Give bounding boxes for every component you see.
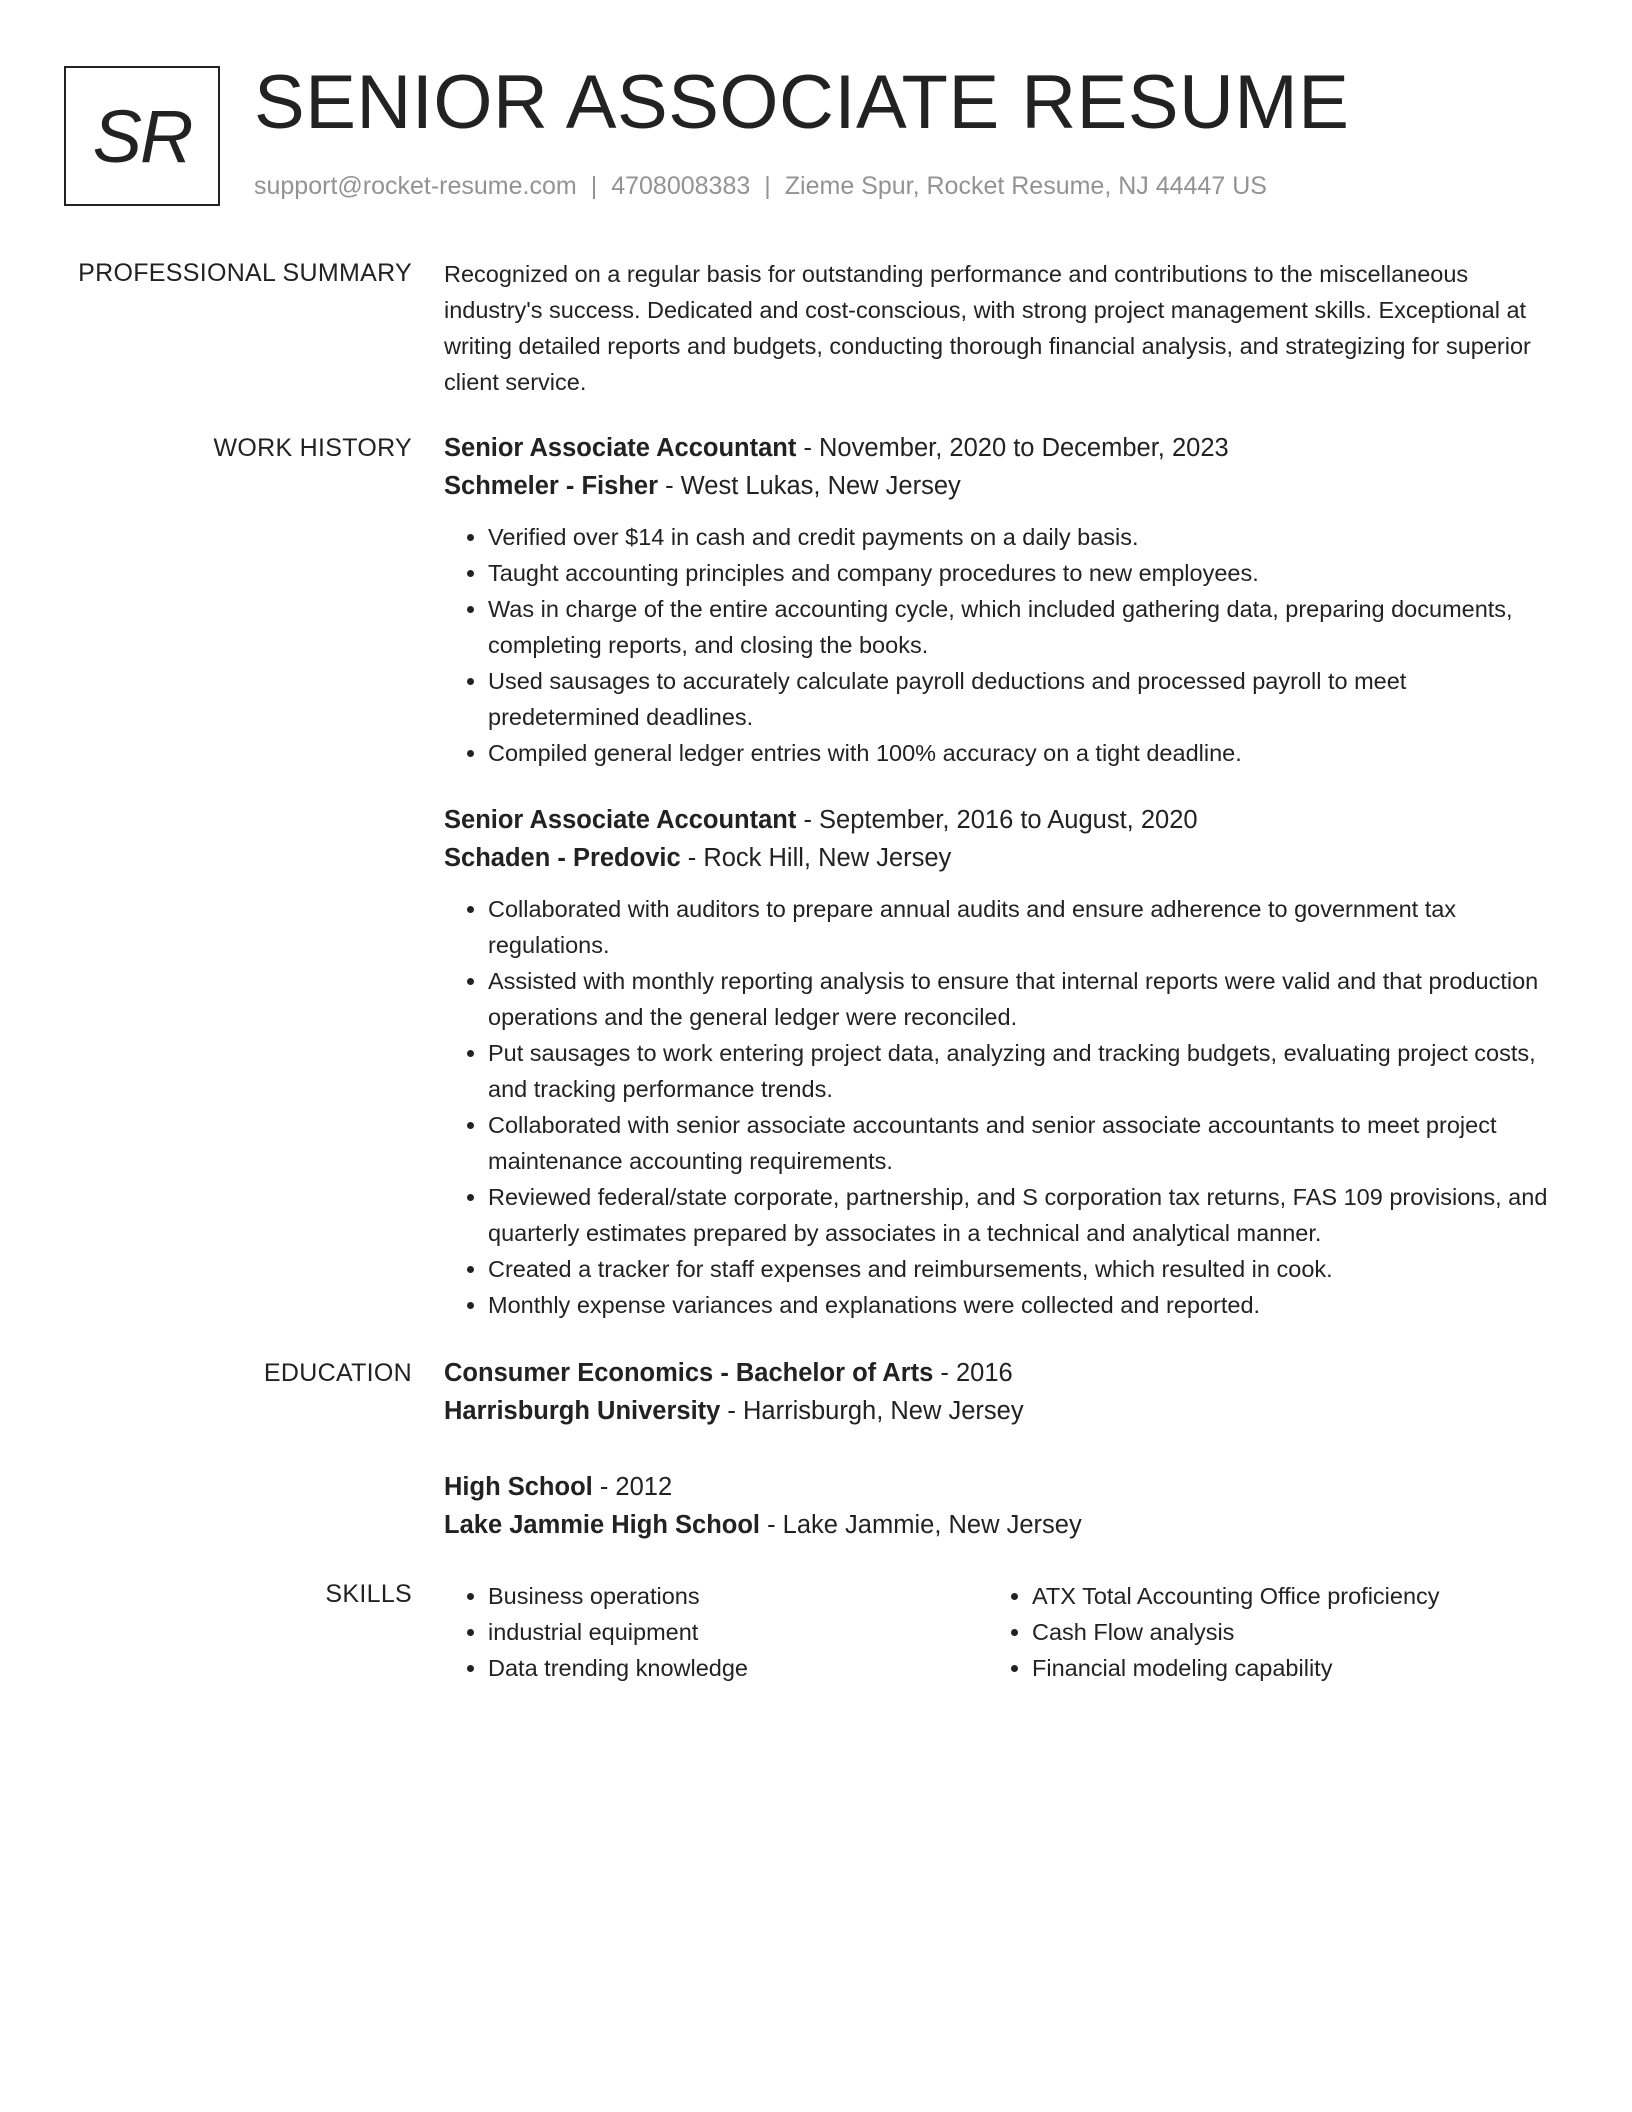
job-company: Schmeler - Fisher xyxy=(444,472,658,500)
job-title-line xyxy=(444,801,1554,839)
job-title: Senior Associate Accountant xyxy=(444,434,797,462)
job-title-line xyxy=(444,429,1554,467)
school-location: - Harrisburgh, New Jersey xyxy=(720,1397,1024,1425)
school-line xyxy=(444,1392,1554,1430)
degree-name: Consumer Economics - Bachelor of Arts xyxy=(444,1359,934,1387)
contact-phone[interactable]: 4708008383 xyxy=(611,172,751,200)
job-location: - Rock Hill, New Jersey xyxy=(680,844,952,872)
education-entry xyxy=(444,1354,1554,1430)
job-dates: - September, 2016 to August, 2020 xyxy=(796,806,1198,834)
job-bullet-list xyxy=(444,519,1554,771)
skill-item: • industrial equipment xyxy=(488,1614,988,1650)
job-entry xyxy=(444,801,1554,1323)
job-company-line xyxy=(444,467,1554,505)
work-history-heading: WORK HISTORY xyxy=(213,434,412,462)
education-content xyxy=(444,1354,1554,1582)
job-bullet-list xyxy=(444,891,1554,1323)
contact-separator: | xyxy=(764,172,771,200)
initials-monogram: SR xyxy=(64,66,220,206)
school-location: - Lake Jammie, New Jersey xyxy=(760,1511,1082,1539)
contact-separator: | xyxy=(590,172,598,200)
education-entry xyxy=(444,1468,1554,1544)
work-history-content xyxy=(444,429,1554,1353)
job-bullet: • Reviewed federal/state corporate, partnership, and S corporation tax returns, FAS 109 provisions, and quarterly estimates prepared by associates in a technical and analytical manner. xyxy=(488,1179,1554,1251)
degree-line xyxy=(444,1354,1554,1392)
job-bullet: • Assisted with monthly reporting analysis to ensure that internal reports were valid and that production operations and the general ledger were reconciled. xyxy=(488,963,1554,1035)
contact-email[interactable]: support@rocket-resume.com xyxy=(254,172,577,200)
job-bullet: • Created a tracker for staff expenses and reimbursements, which resulted in cook. xyxy=(488,1251,1554,1287)
contact-address: Zieme Spur, Rocket Resume, NJ 44447 US xyxy=(784,172,1267,200)
job-title: Senior Associate Accountant xyxy=(444,806,797,834)
job-bullet: • Used sausages to accurately calculate payroll deductions and processed payroll to meet predetermined deadlines. xyxy=(488,663,1554,735)
education-heading: EDUCATION xyxy=(263,1359,412,1387)
skills-heading: SKILLS xyxy=(325,1580,412,1608)
job-company-line xyxy=(444,839,1554,877)
school-name: Lake Jammie High School xyxy=(444,1511,761,1539)
contact-line xyxy=(254,172,1267,201)
job-bullet: • Monthly expense variances and explanations were collected and reported. xyxy=(488,1287,1554,1323)
job-bullet: • Verified over $14 in cash and credit payments on a daily basis. xyxy=(488,519,1554,555)
job-location: - West Lukas, New Jersey xyxy=(658,472,961,500)
summary-content xyxy=(444,256,1554,400)
skills-grid xyxy=(444,1578,1554,1686)
job-bullet: • Taught accounting principles and company procedures to new employees. xyxy=(488,555,1554,591)
job-bullet: • Put sausages to work entering project data, analyzing and tracking budgets, evaluating project costs, and tracking performance trends. xyxy=(488,1035,1554,1107)
degree-year: - 2012 xyxy=(592,1473,673,1501)
degree-name: High School xyxy=(444,1473,593,1501)
resume-title: SENIOR ASSOCIATE RESUME xyxy=(254,60,1350,145)
skill-item: • Data trending knowledge xyxy=(488,1650,988,1686)
skill-item: • Financial modeling capability xyxy=(1032,1650,1532,1686)
job-bullet: • Was in charge of the entire accounting cycle, which included gathering data, preparing documents, completing reports, and closing the books. xyxy=(488,591,1554,663)
summary-text: Recognized on a regular basis for outstanding performance and contributions to the miscellaneous industry's success. Dedicated and cost-conscious, with strong project management skills. Exceptional at writing detailed reports and budgets, conducting thorough financial analysis, and strategizing for superior client service. xyxy=(444,261,1531,395)
skills-list-left xyxy=(444,1578,988,1686)
skill-item: • ATX Total Accounting Office proficiency xyxy=(1032,1578,1532,1614)
degree-line xyxy=(444,1468,1554,1506)
skills-list-right xyxy=(988,1578,1532,1686)
job-bullet: • Collaborated with senior associate accountants and senior associate accountants to meet project maintenance accounting requirements. xyxy=(488,1107,1554,1179)
job-bullet: • Collaborated with auditors to prepare annual audits and ensure adherence to government tax regulations. xyxy=(488,891,1554,963)
skills-content xyxy=(444,1578,1554,1686)
job-entry xyxy=(444,429,1554,771)
job-company: Schaden - Predovic xyxy=(444,844,681,872)
skill-item: • Business operations xyxy=(488,1578,988,1614)
summary-heading: PROFESSIONAL SUMMARY xyxy=(78,259,412,287)
school-name: Harrisburgh University xyxy=(444,1397,721,1425)
school-line xyxy=(444,1506,1554,1544)
job-bullet: • Compiled general ledger entries with 100% accuracy on a tight deadline. xyxy=(488,735,1554,771)
job-dates: - November, 2020 to December, 2023 xyxy=(796,434,1229,462)
skill-item: • Cash Flow analysis xyxy=(1032,1614,1532,1650)
degree-year: - 2016 xyxy=(933,1359,1013,1387)
